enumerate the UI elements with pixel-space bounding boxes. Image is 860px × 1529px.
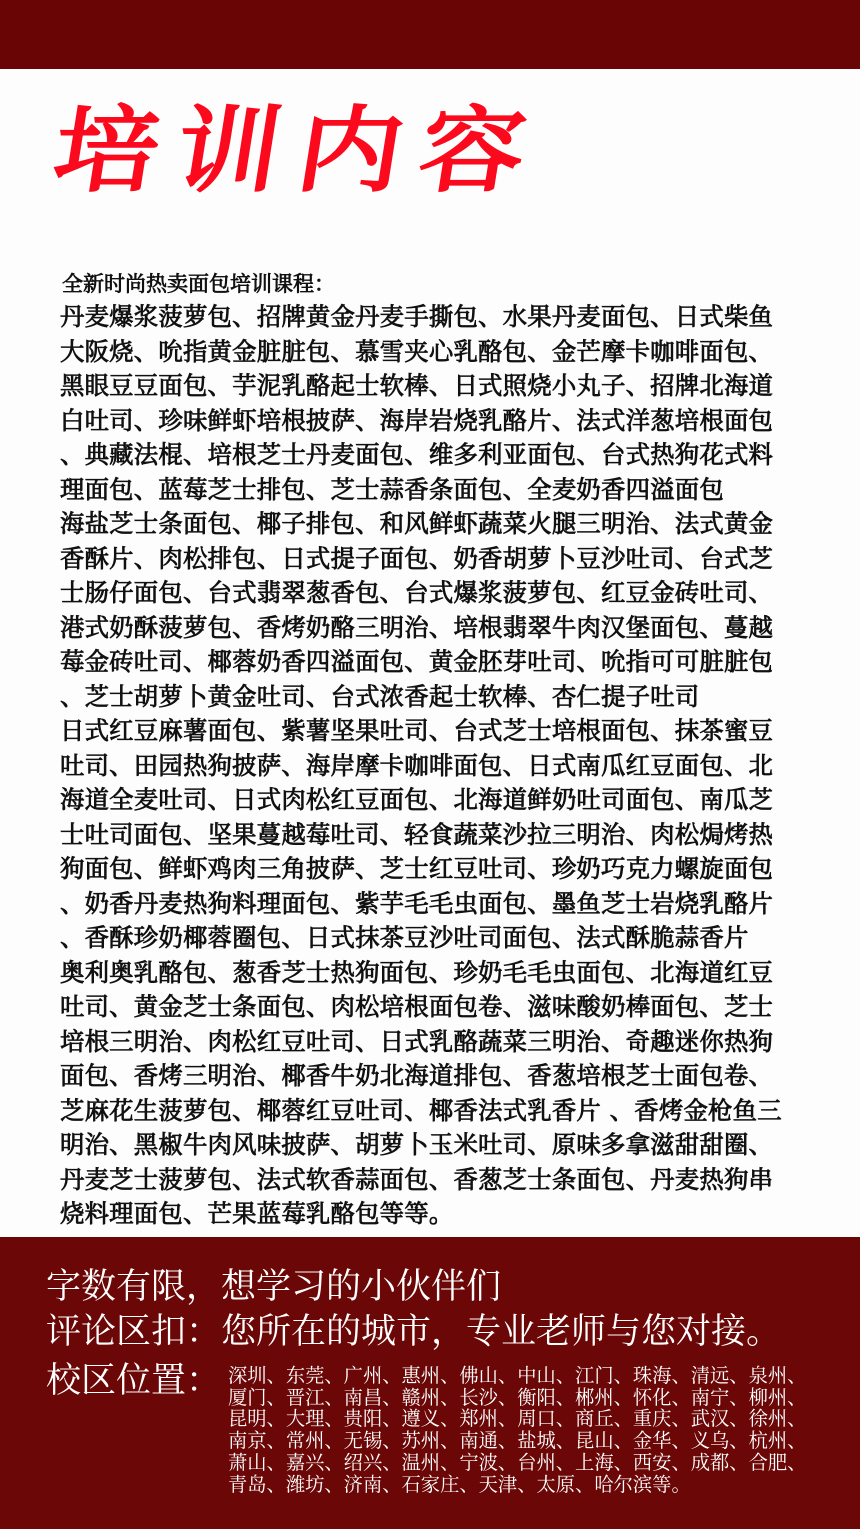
city-line: 南京、常州、无锡、苏州、南通、盐城、昆山、金华、义乌、杭州、 xyxy=(228,1429,807,1453)
city-line: 厦门、晋江、南昌、赣州、长沙、衡阳、郴州、怀化、南宁、柳州、 xyxy=(228,1385,807,1409)
course-line: 狗面包、鲜虾鸡肉三角披萨、芝士红豆吐司、珍奶巧克力螺旋面包 xyxy=(60,854,774,883)
course-line: 香酥片、肉松排包、日式提子面包、奶香胡萝卜豆沙吐司、台式芝 xyxy=(60,543,774,573)
course-intro: 全新时尚热卖面包培训课程： xyxy=(62,272,335,296)
campus-city-list xyxy=(228,1365,806,1495)
footer-banner xyxy=(0,1237,860,1529)
course-line: 明治、黑椒牛肉风味披萨、胡萝卜玉米吐司、原味多拿滋甜甜圈、 xyxy=(60,1130,774,1159)
course-line: 日式红豆麻薯面包、紫薯坚果吐司、台式芝士培根面包、抹茶蜜豆 xyxy=(60,716,774,745)
course-line: 莓金砖吐司、椰蓉奶香四溢面包、黄金胚芽吐司、吮指可可脏脏包 xyxy=(60,647,774,676)
course-line: 奥利奥乳酪包、葱香芝士热狗面包、珍奶毛毛虫面包、北海道红豆 xyxy=(60,957,774,987)
course-line: 大阪烧、吮指黄金脏脏包、慕雪夹心乳酪包、金芒摩卡咖啡面包、 xyxy=(60,336,774,366)
course-line: 丹麦芝士菠萝包、法式软香蒜面包、香葱芝士条面包、丹麦热狗串 xyxy=(60,1164,774,1194)
course-line: 、典藏法棍、培根芝士丹麦面包、维多利亚面包、台式热狗花式料 xyxy=(60,440,774,469)
course-line: 士吐司面包、坚果蔓越莓吐司、轻食蔬菜沙拉三明治、肉松焗烤热 xyxy=(60,819,774,849)
top-banner xyxy=(0,0,860,69)
footer-line-2: 评论区扣：您所在的城市，专业老师与您对接。 xyxy=(46,1312,782,1352)
course-line: 白吐司、珍味鲜虾培根披萨、海岸岩烧乳酪片、法式洋葱培根面包 xyxy=(60,405,774,435)
city-line: 萧山、嘉兴、绍兴、温州、宁波、台州、上海、西安、成都、合肥、 xyxy=(228,1450,807,1474)
course-line: 培根三明治、肉松红豆吐司、日式乳酪蔬菜三明治、奇趣迷你热狗 xyxy=(60,1026,774,1056)
city-line: 昆明、大理、贵阳、遵义、郑州、周口、商丘、重庆、武汉、徐州、 xyxy=(228,1407,807,1431)
course-line: 海道全麦吐司、日式肉松红豆面包、北海道鲜奶吐司面包、南瓜芝 xyxy=(60,785,774,814)
footer-line-1: 字数有限，想学习的小伙伴们 xyxy=(46,1267,502,1307)
course-line: 芝麻花生菠萝包、椰蓉红豆吐司、椰香法式乳香片 、香烤金枪鱼三 xyxy=(60,1095,782,1125)
course-line: 烧料理面包、芒果蓝莓乳酪包等等。 xyxy=(60,1199,454,1228)
course-line: 吐司、田园热狗披萨、海岸摩卡咖啡面包、日式南瓜红豆面包、北 xyxy=(60,750,774,780)
city-line: 深圳、东莞、广州、惠州、佛山、中山、江门、珠海、清远、泉州、 xyxy=(228,1364,807,1387)
course-line: 理面包、蓝莓芝士排包、芝士蒜香条面包、全麦奶香四溢面包 xyxy=(60,474,724,504)
page-title: 培训内容 xyxy=(45,95,552,206)
course-line: 吐司、黄金芝士条面包、肉松培根面包卷、滋味酸奶棒面包、芝士 xyxy=(60,992,774,1021)
course-line: 港式奶酥菠萝包、香烤奶酪三明治、培根翡翠牛肉汉堡面包、蔓越 xyxy=(60,612,774,642)
course-line: 海盐芝士条面包、椰子排包、和风鲜虾蔬菜火腿三明治、法式黄金 xyxy=(60,509,774,538)
course-line: 丹麦爆浆菠萝包、招牌黄金丹麦手撕包、水果丹麦面包、日式柴鱼 xyxy=(60,302,774,331)
course-line: 黑眼豆豆面包、芋泥乳酪起士软棒、日式照烧小丸子、招牌北海道 xyxy=(60,371,774,400)
campus-label: 校区位置： xyxy=(46,1361,222,1401)
course-line: 面包、香烤三明治、椰香牛奶北海道排包、香葱培根芝士面包卷、 xyxy=(60,1061,774,1090)
course-line: 士肠仔面包、台式翡翠葱香包、台式爆浆菠萝包、红豆金砖吐司、 xyxy=(60,578,774,607)
course-line: 、芝士胡萝卜黄金吐司、台式浓香起士软棒、杏仁提子吐司 xyxy=(60,681,700,711)
course-line: 、奶香丹麦热狗料理面包、紫芋毛毛虫面包、墨鱼芝士岩烧乳酪片 xyxy=(60,888,774,918)
course-list xyxy=(60,300,782,1232)
course-line: 、香酥珍奶椰蓉圈包、日式抹茶豆沙吐司面包、法式酥脆蒜香片 xyxy=(60,923,749,952)
city-line: 青岛、潍坊、济南、石家庄、天津、太原、哈尔滨等。 xyxy=(228,1472,691,1496)
